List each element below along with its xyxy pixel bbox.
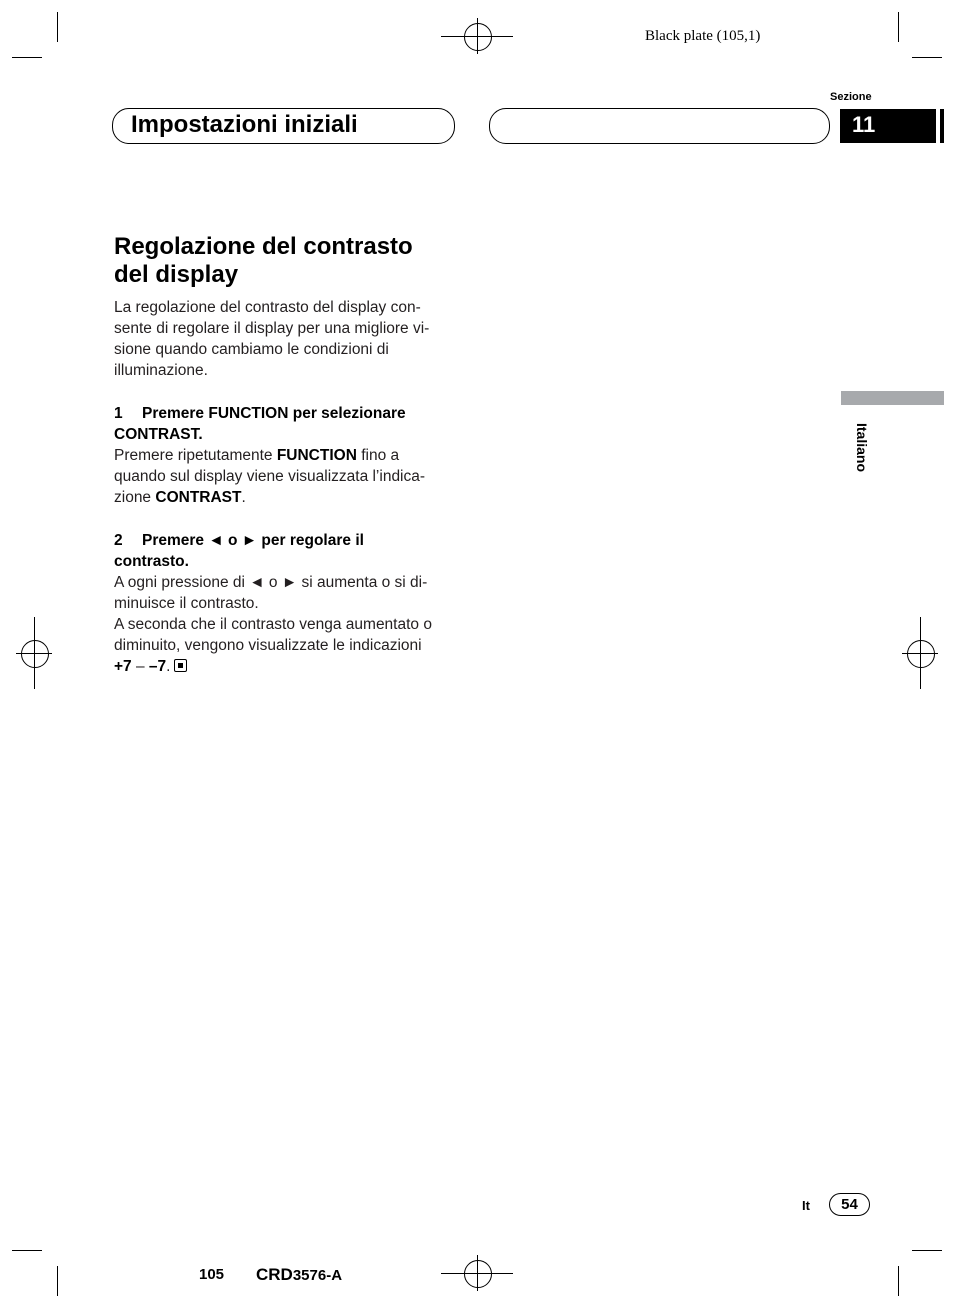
crop-mark xyxy=(898,1266,899,1296)
step-title-line: contrasto. xyxy=(114,553,189,570)
text-line: +7 – –7. xyxy=(114,656,459,677)
crop-mark xyxy=(12,1250,42,1251)
text-line: A ogni pressione di ◄ o ► si aumenta o si di- xyxy=(114,574,428,591)
bottom-page-number: 105 xyxy=(199,1266,225,1283)
emphasis: FUNCTION xyxy=(276,447,357,464)
section-heading xyxy=(114,233,459,289)
plate-label: Black plate (105,1) xyxy=(645,28,761,44)
language-label-wrapper xyxy=(842,423,878,493)
intro-paragraph xyxy=(114,297,459,381)
section-number: 11 xyxy=(852,112,876,137)
page-number: 54 xyxy=(841,1196,858,1213)
section-number-accent xyxy=(936,109,940,143)
text-line: diminuito, vengono visualizzate le indicazioni xyxy=(114,637,422,654)
crop-mark xyxy=(898,12,899,42)
crop-mark xyxy=(912,57,942,58)
step-title-line: Premere ◄ o ► per regolare il xyxy=(142,532,364,549)
section-title: Impostazioni iniziali xyxy=(131,111,358,138)
text-line: sione quando cambiamo le condizioni di xyxy=(114,341,389,358)
text-line: minuisce il contrasto. xyxy=(114,595,259,612)
step-number: 1 xyxy=(114,405,123,422)
text-line: quando sul display viene visualizzata l’indica- xyxy=(114,468,426,485)
step-title-line: Premere FUNCTION per selezionare xyxy=(142,405,406,422)
text-line: Premere ripetutamente FUNCTION fino a xyxy=(114,447,400,464)
crop-mark xyxy=(57,12,58,42)
language-code: It xyxy=(802,1198,810,1213)
step-1-title xyxy=(114,403,459,445)
language-tab xyxy=(841,391,944,405)
step-1-body xyxy=(114,445,459,508)
range-start: +7 xyxy=(114,658,132,675)
step-2-title xyxy=(114,530,459,572)
text-line: illuminazione. xyxy=(114,362,208,379)
text-line: sente di regolare il display per una migliore vi- xyxy=(114,320,430,337)
text-line: zione CONTRAST. xyxy=(114,489,246,506)
language-label: Italiano xyxy=(854,423,870,473)
text-line: A seconda che il contrasto venga aumentato o xyxy=(114,616,432,633)
crop-mark xyxy=(912,1250,942,1251)
section-heading-line: Regolazione del contrasto xyxy=(114,233,413,260)
main-content xyxy=(114,233,459,677)
model-code: CRD3576-A xyxy=(256,1265,343,1284)
section-blank-pill xyxy=(489,108,830,144)
range-end: –7 xyxy=(148,658,167,675)
section-label: Sezione xyxy=(830,91,872,103)
text-line: La regolazione del contrasto del display con- xyxy=(114,299,421,316)
crop-mark xyxy=(12,57,42,58)
step-number: 2 xyxy=(114,532,123,549)
step-2-body xyxy=(114,572,459,677)
emphasis: CONTRAST xyxy=(155,489,242,506)
crop-mark xyxy=(57,1266,58,1296)
stop-square-icon xyxy=(174,659,187,672)
step-title-line: CONTRAST. xyxy=(114,426,203,443)
section-heading-line: del display xyxy=(114,261,239,288)
